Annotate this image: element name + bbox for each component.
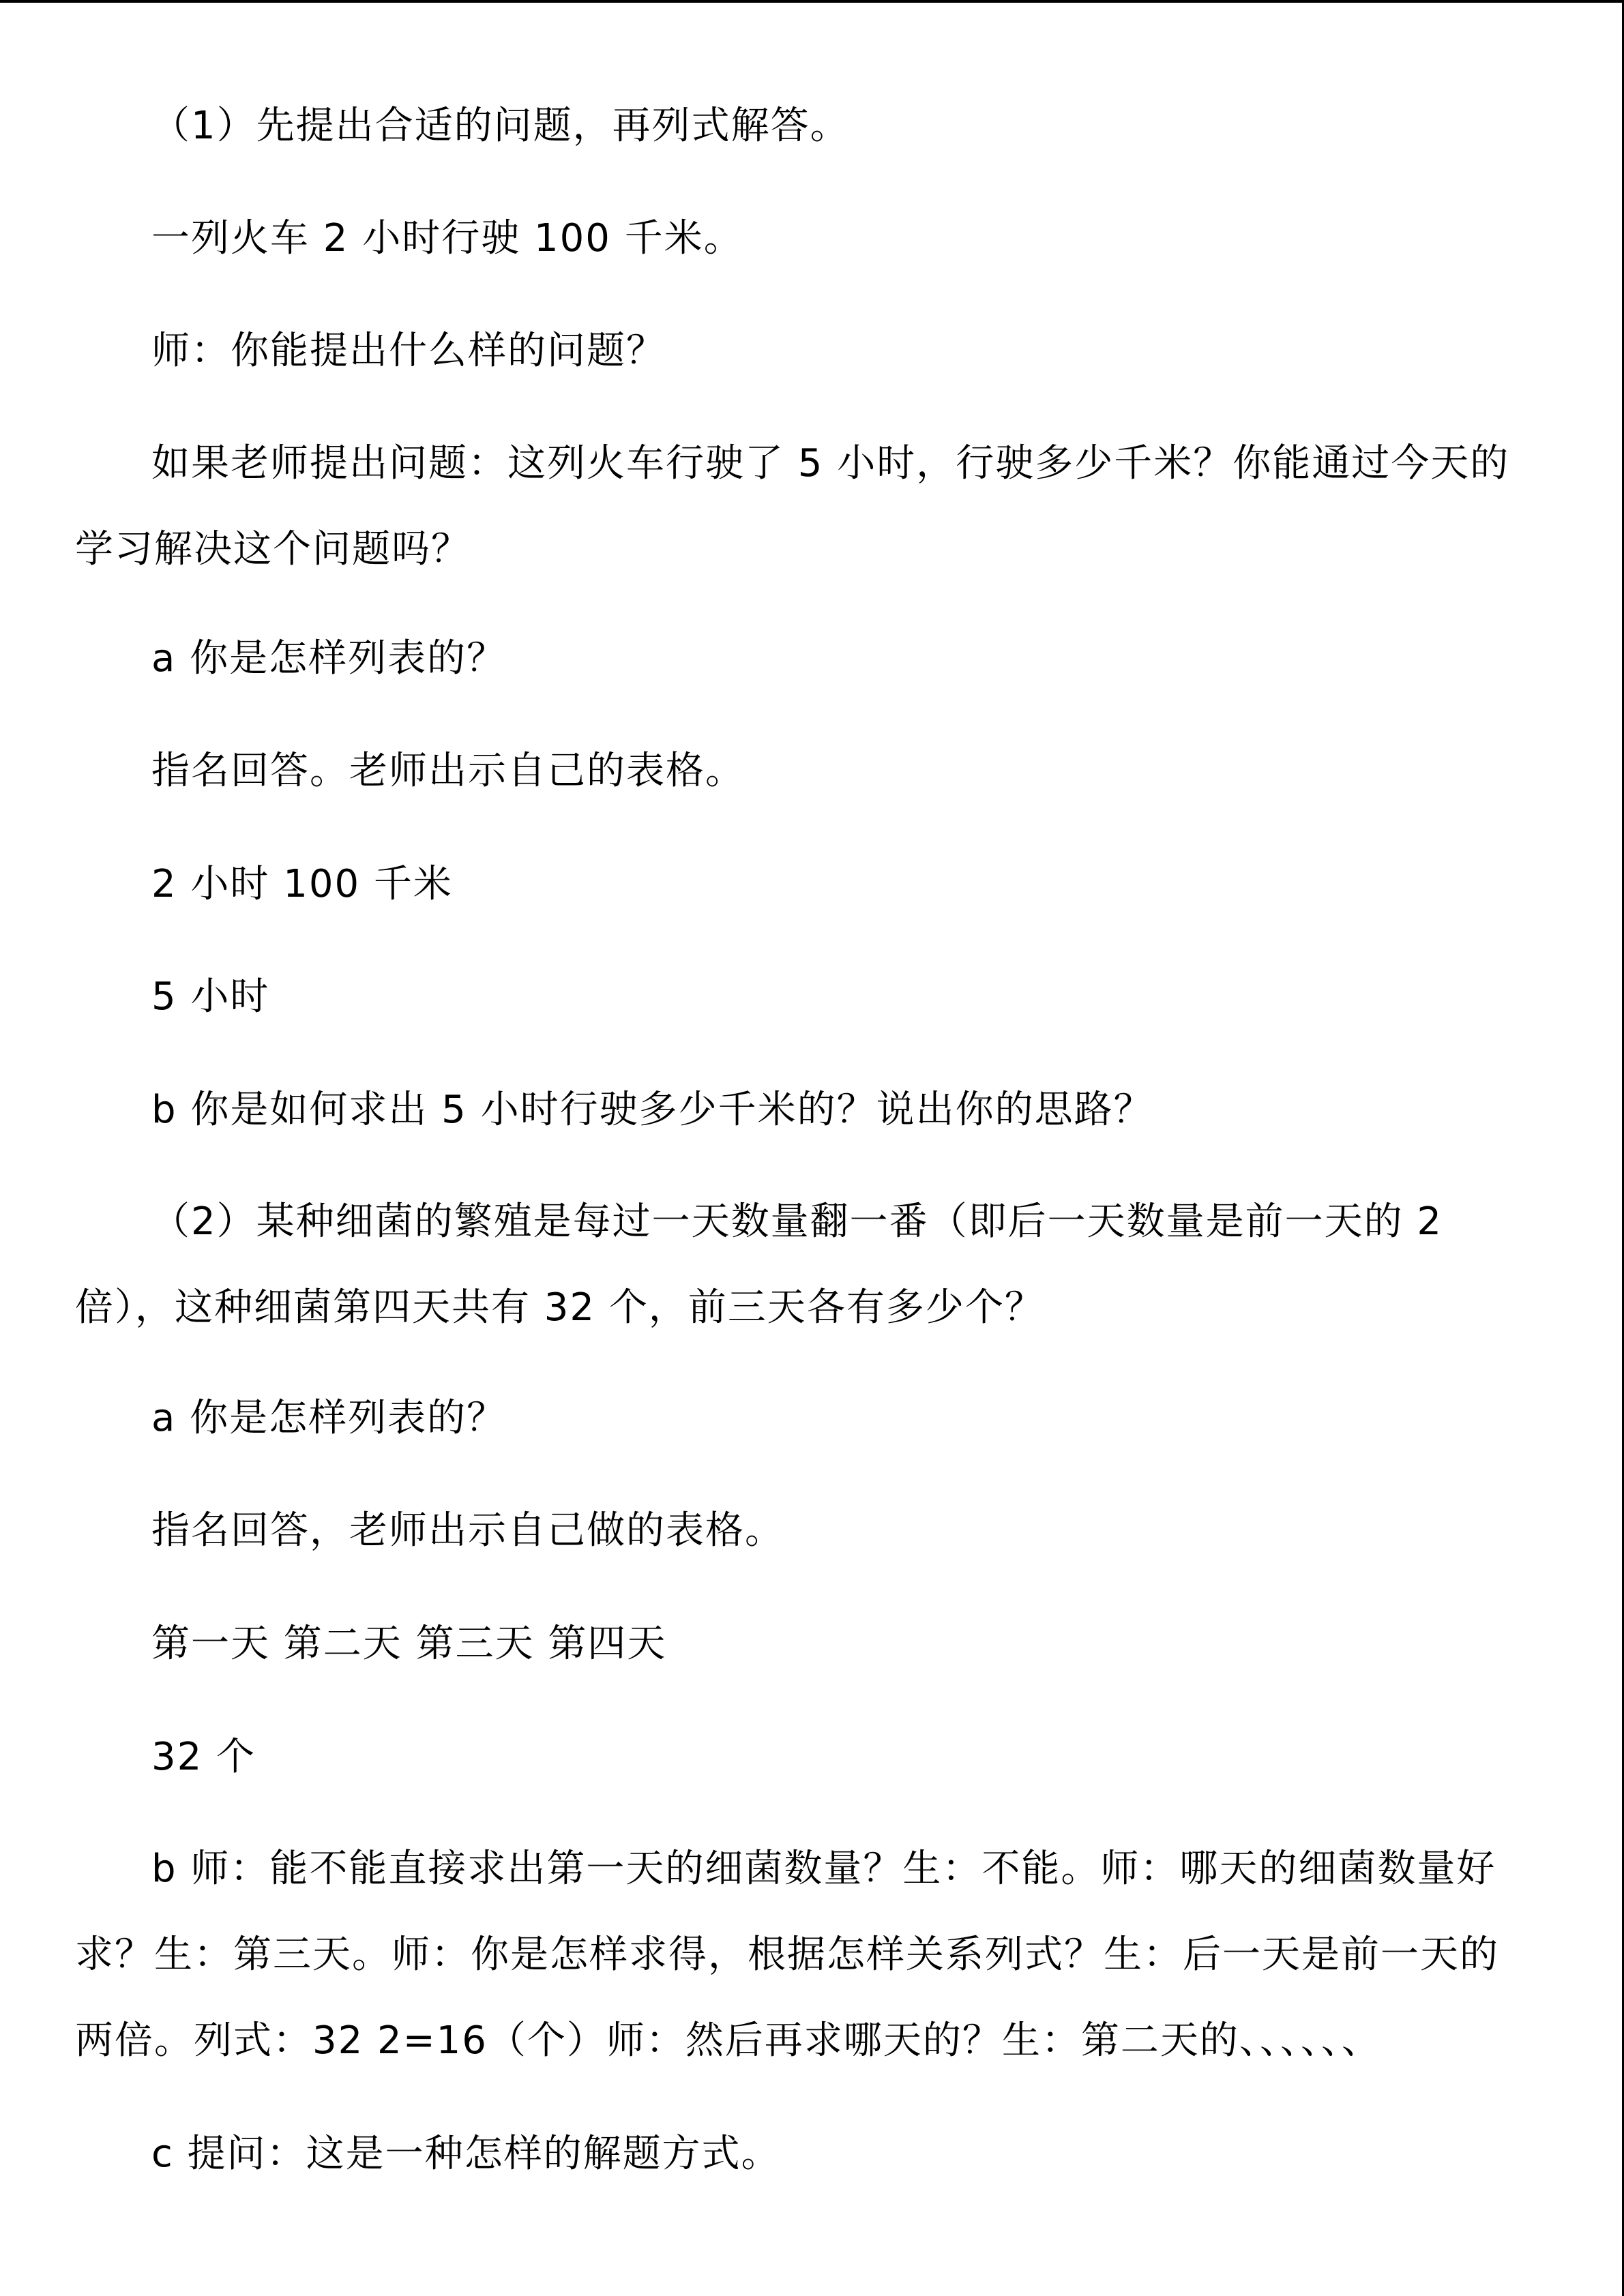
paragraph-step-a-2: a 你是怎样列表的？ (151, 1396, 507, 1440)
paragraph-problem-1-heading: （1）先提出合适的问题，再列式解答。 (151, 104, 850, 148)
paragraph-train-statement: 一列火车 2 小时行驶 100 千米。 (151, 216, 743, 260)
paragraph-answer-table-2: 指名回答，老师出示自己做的表格。 (151, 1508, 784, 1553)
paragraph-problem-2: （2）某种细菌的繁殖是每过一天数量翻一番（即后一天数量是前一天的 2 倍），这种细菌第四天共有 32 个，前三天各有多少个？ (75, 1199, 1443, 1330)
paragraph-step-c: c 提问：这是一种怎样的解题方式。 (151, 2132, 781, 2176)
paragraph-teacher-problem: 如果老师提出问题：这列火车行驶了 5 小时，行驶多少千米？你能通过今天的学习解决这个问题吗？ (75, 441, 1510, 571)
table-row-2-hours: 2 小时 100 千米 (151, 862, 453, 906)
top-border-line (0, 0, 1624, 3)
paragraph-step-b-2-dialogue: b 师：能不能直接求出第一天的细菌数量？生：不能。师：哪天的细菌数量好求？生：第三天。师：你是怎样求得，根据怎样关系列式？生：后一天是前一天的两倍。列式：32 2=16（个）师：然后再求哪天的？生：第二天的、、、、、、 (75, 1847, 1499, 2063)
table-row-5-hours: 5 小时 (151, 974, 270, 1019)
paragraph-answer-table-1: 指名回答。老师出示自己的表格。 (151, 749, 745, 793)
paragraph-step-a-1: a 你是怎样列表的？ (151, 636, 507, 681)
paragraph-step-b-1: b 你是如何求出 5 小时行驶多少千米的？说出你的思路？ (151, 1088, 1153, 1132)
table-row-count: 32 个 (151, 1735, 256, 1779)
table-row-days: 第一天 第二天 第三天 第四天 (151, 1622, 667, 1666)
paragraph-teacher-question: 师：你能提出什么样的问题？ (151, 329, 666, 373)
